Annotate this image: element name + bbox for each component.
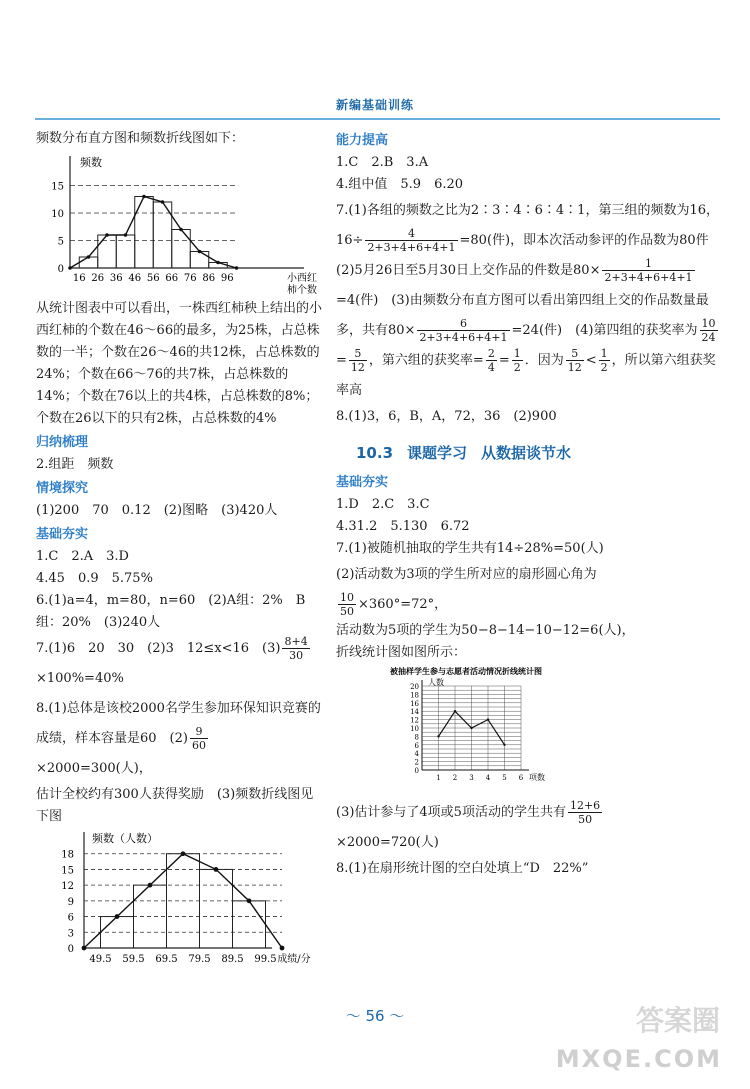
polygon-point	[148, 883, 153, 888]
answer-8-text: 8.(1)总体是该校2000名学生参加环保知识竞赛的成绩，样本容量是60 (2)	[36, 701, 321, 746]
chapter-title	[356, 442, 720, 464]
right-column	[336, 128, 720, 880]
x-tick-label: 59.5	[122, 954, 145, 965]
line-chart-3	[336, 664, 720, 790]
y-axis-label: 人数	[428, 678, 444, 687]
section-basics-heading: 基础夯实	[36, 527, 89, 542]
polygon-point	[115, 914, 120, 919]
histogram-bar	[116, 235, 135, 268]
polygon-point	[280, 946, 285, 951]
fraction-denominator: 12	[350, 361, 365, 374]
series-point	[437, 735, 439, 737]
intro-text: 频数分布直方图和频数折线图如下：	[36, 131, 245, 146]
polygon-point	[179, 228, 183, 232]
ability-line-2: 4.组中值 5.9 6.20	[336, 177, 464, 192]
histogram-bar	[98, 235, 117, 268]
basic-line-6: 折线统计图如图所示：	[336, 645, 467, 660]
fraction-numerator: 1	[602, 257, 694, 271]
y-tick-label: 18	[61, 849, 74, 861]
fraction	[599, 347, 610, 374]
fraction-numerator: 1	[513, 347, 521, 360]
histogram-bar	[172, 230, 191, 269]
x-tick-label: 86	[202, 273, 216, 284]
y-tick-label: 3	[67, 928, 74, 940]
inquiry-answers: (1)200 70 0.12 (2)图略 (3)420人	[36, 503, 278, 518]
basic-line-4	[336, 560, 720, 620]
x-tick-label: 26	[91, 273, 105, 284]
answer-line-6: 估计全校约有300人获得奖励 (3)频数折线图见下图	[36, 787, 314, 824]
fraction-denominator: 30	[289, 649, 304, 662]
y-tick-label: 5	[57, 236, 64, 248]
equals-sign: =	[336, 353, 347, 368]
x-tick-label: 76	[183, 273, 197, 284]
basic-7-estimate: (3)估计参与了4项或5项活动的学生共有	[336, 805, 566, 820]
fraction-numerator: 8+4	[284, 635, 308, 648]
x-axis-label: 柿个数	[287, 285, 317, 296]
basic-line-1: 1.D 2.C 3.C	[336, 497, 430, 512]
chart-title: 被抽样学生参与志愿者活动情况折线统计图	[390, 666, 542, 676]
y-tick-label: 20	[410, 683, 419, 691]
section-summary-heading: 归纳梳理	[36, 435, 89, 450]
series-point	[487, 718, 489, 720]
basic-7-result: ×360°=72°，	[358, 597, 448, 612]
fraction	[700, 317, 718, 344]
basic-7-text: (2)活动数为3项的学生所对应的扇形圆心角为	[336, 567, 597, 582]
x-tick-label: 2	[452, 774, 458, 782]
fraction	[602, 257, 694, 284]
x-tick-label: 1	[436, 774, 441, 782]
ability-7-text-b: =80(件)，即本次活动参评的作品数为80件 (2)5月26日至5月30日上交作品的件数是80×	[336, 233, 722, 278]
fraction-denominator: 50	[340, 605, 354, 618]
x-tick-label: 4	[485, 774, 491, 782]
polygon-point	[68, 266, 72, 270]
polygon-point	[214, 867, 219, 872]
histogram-bar	[233, 901, 266, 948]
fraction-numerator: 4	[365, 227, 457, 241]
y-tick-label: 12	[61, 881, 74, 893]
y-tick-label: 9	[67, 896, 74, 908]
polygon-point	[161, 200, 165, 204]
polygon-point	[181, 851, 186, 856]
section-ability-heading: 能力提高	[336, 133, 389, 148]
fraction	[349, 347, 367, 374]
y-tick-label: 6	[67, 912, 74, 924]
x-tick-label: 56	[146, 273, 160, 284]
y-axis-label: 频数	[80, 156, 102, 169]
ability-line-1: 1.C 2.B 3.A	[336, 155, 429, 170]
x-tick-label: 69.5	[155, 954, 178, 965]
basic-line-5: 活动数为5项的学生为50−8−14−10−12=6(人)，	[336, 623, 635, 638]
x-tick-label: 99.5	[254, 954, 277, 965]
x-tick-label: 36	[109, 273, 123, 284]
fraction-denominator: 2	[513, 361, 521, 374]
watermark-logo: 答案圈	[635, 1004, 720, 1037]
page-number: ～ 56 ～	[345, 1007, 405, 1025]
fraction-numerator: 10	[340, 591, 354, 604]
answer-line-3: 6.(1)a=4，m=80，n=60 (2)A组：2% B组：20% (3)240人	[36, 593, 306, 630]
series-point	[454, 710, 456, 712]
fraction-numerator: 10	[701, 317, 716, 330]
fraction	[338, 591, 356, 618]
basic-7-estimate-result: ×2000=720(人)	[336, 835, 439, 850]
x-tick-label: 6	[518, 774, 524, 782]
answer-7-text: 7.(1)6 20 30 (2)3 12≤x<16 (3)	[36, 641, 281, 656]
answer-line-4	[36, 634, 322, 694]
fraction-denominator: 60	[191, 739, 206, 752]
fraction-numerator: 5	[349, 347, 367, 361]
x-tick-label: 89.5	[221, 954, 244, 965]
fraction-denominator: 4	[487, 361, 495, 374]
y-tick-label: 2	[414, 758, 419, 767]
answer-8-result: ×2000=300(人)，	[36, 761, 152, 776]
histogram-bar	[135, 197, 154, 269]
polygon-point	[247, 898, 252, 903]
fraction	[365, 227, 457, 254]
y-tick-label: 0	[414, 767, 419, 775]
y-tick-label: 18	[410, 691, 419, 700]
y-tick-label: 12	[410, 716, 419, 725]
section-basics-heading-2: 基础夯实	[336, 475, 389, 490]
fraction-numerator: 2	[487, 347, 495, 360]
x-tick-label: 5	[502, 774, 507, 782]
x-tick-label: 3	[469, 774, 474, 782]
polygon-point	[87, 255, 91, 259]
chapter-title-a: 课题学习	[407, 444, 468, 462]
x-axis-label: 小西红	[287, 273, 317, 284]
fraction-numerator: 9	[190, 725, 208, 739]
y-tick-label: 15	[51, 181, 64, 193]
fraction-denominator: 24	[701, 331, 716, 344]
x-tick-label: 49.5	[89, 954, 112, 965]
basic-line-2: 4.31.2 5.130 6.72	[336, 519, 470, 534]
section-inquiry-heading: 情境探究	[36, 481, 89, 496]
ability-7-text-d: =24(件) (4)第四组的获奖率为	[511, 323, 698, 338]
histogram-chart-2	[36, 828, 322, 968]
polygon-point	[198, 250, 202, 254]
ability-7-text-f: ，第六组的获奖率=	[368, 353, 484, 368]
y-tick-label: 0	[57, 264, 64, 275]
basic-line-7	[336, 798, 720, 858]
fraction-denominator: 2+3+4+6+4+1	[419, 331, 508, 344]
ability-7-text-c: =4(件) (3)由频数分布直方图可以看出第四组上交的作品数量最多，共有80×	[336, 293, 709, 338]
answer-line-5	[36, 694, 322, 784]
series-point	[503, 744, 505, 746]
polygon-point	[82, 946, 87, 951]
header-title: 新编基础训练	[335, 98, 414, 112]
header-rule	[35, 118, 720, 120]
fraction-denominator: 50	[578, 813, 593, 826]
fraction	[282, 635, 309, 662]
y-tick-label: 16	[410, 699, 419, 708]
x-tick-label: 79.5	[188, 954, 211, 965]
y-tick-label: 0	[67, 944, 74, 955]
y-axis-label: 频数（人数）	[92, 832, 158, 845]
polygon-point	[216, 261, 220, 265]
x-tick-label: 46	[128, 273, 142, 284]
basic-line-3: 7.(1)被随机抽取的学生共有14÷28%=50(人)	[336, 541, 604, 556]
fraction-denominator: 2+3+4+6+4+1	[367, 241, 456, 254]
fraction-denominator: 2+3+4+6+4+1	[604, 271, 693, 284]
fraction-denominator: 2	[600, 361, 608, 374]
fraction-numerator: 12+6	[569, 799, 601, 812]
histogram-bar	[190, 252, 209, 269]
x-tick-label: 66	[165, 273, 179, 284]
fraction	[486, 347, 497, 374]
y-tick-label: 15	[61, 865, 74, 877]
y-tick-label: 6	[414, 741, 419, 750]
answer-7-result: ×100%=40%	[36, 671, 124, 686]
fraction	[566, 347, 584, 374]
fraction	[568, 799, 602, 826]
fraction	[417, 317, 509, 344]
fraction-numerator: 5	[566, 347, 584, 361]
polygon-point	[124, 233, 128, 237]
y-tick-label: 4	[414, 750, 419, 759]
y-tick-label: 14	[410, 708, 419, 717]
y-tick-label: 10	[410, 725, 419, 733]
x-axis-label: 成绩/分	[277, 954, 311, 965]
ability-7-text-a: 7.(1)各组的频数之比为2∶3∶4∶6∶4∶1，第三组的频数为16，16÷	[336, 203, 719, 248]
summary-answers: 2.组距 频数	[36, 457, 114, 472]
answer-line-2: 4.45 0.9 5.75%	[36, 571, 153, 586]
polygon-point	[105, 233, 109, 237]
less-than-sign: <	[585, 353, 597, 368]
y-tick-label: 10	[51, 209, 64, 220]
polygon-point	[235, 266, 239, 270]
histogram-chart-1	[36, 150, 322, 296]
chapter-number: 10.3	[356, 444, 394, 462]
fraction-denominator: 12	[567, 361, 582, 374]
left-column	[36, 128, 322, 976]
fraction	[512, 347, 523, 374]
polygon-point	[142, 195, 146, 199]
y-tick-label: 8	[414, 733, 419, 742]
x-tick-label: 96	[220, 273, 234, 284]
fraction	[190, 725, 208, 752]
analysis-paragraph: 从统计图表中可以看出，一株西红柿秧上结出的小西红柿的个数在46～66的最多，为25株，占总株数的一半；个数在26～46的共12株，占总株数的24%；个数在66～76的共7株，占总株数的14%；个数在76以上的共4株，占总株数的8%；个数在26以下的只有2株，占总株数的4%	[36, 301, 323, 426]
x-tick-label: 16	[72, 273, 86, 284]
chapter-title-b: 从数据谈节水	[481, 444, 572, 462]
fraction-numerator: 6	[417, 317, 509, 331]
answer-line-1: 1.C 2.A 3.D	[36, 549, 129, 564]
equals-sign: =	[498, 353, 510, 368]
watermark-text: MXQE.COM	[555, 1045, 722, 1073]
ability-line-4: 8.(1)3，6，B，A，72，36 (2)900	[336, 409, 557, 424]
ability-7-text-j: ，所以第六组获奖率高	[336, 353, 716, 398]
ability-line-3	[336, 196, 720, 406]
basic-line-8: 8.(1)在扇形统计图的空白处填上“D 22%”	[336, 861, 589, 876]
fraction-numerator: 1	[600, 347, 608, 360]
ability-7-text-h: ．因为	[524, 353, 564, 368]
x-axis-label: 项数	[529, 773, 545, 782]
series-point	[470, 727, 472, 729]
